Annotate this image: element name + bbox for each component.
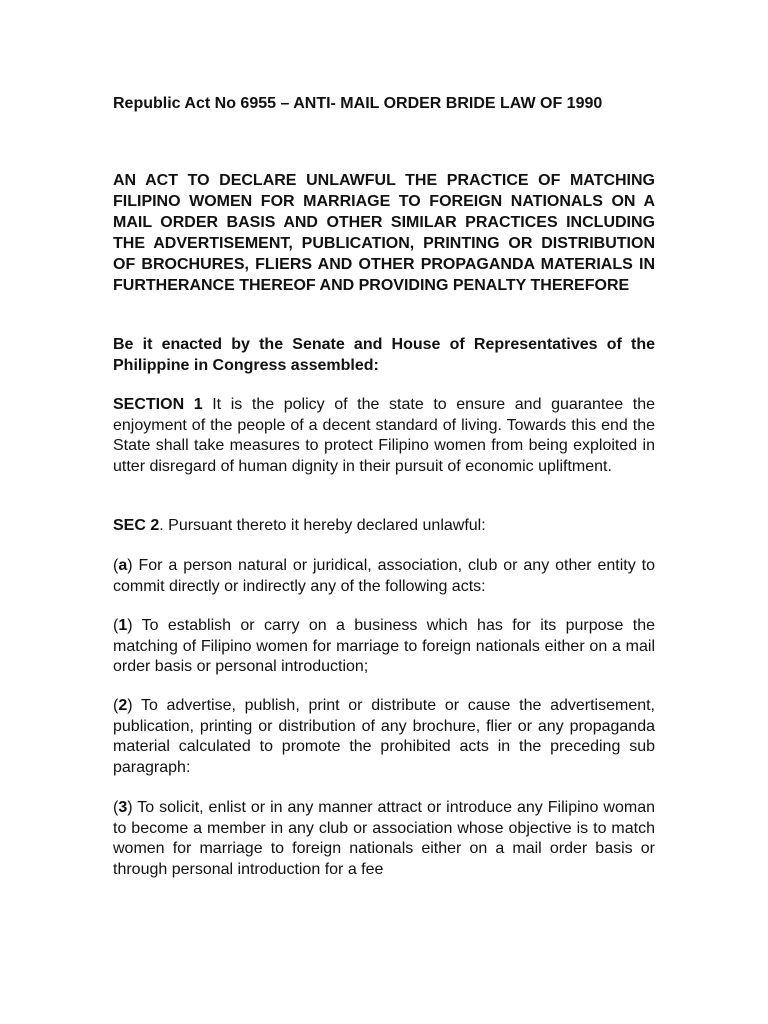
paragraph-1-open-paren: ( — [113, 617, 119, 634]
paragraph-3-text: To solicit, enlist or in any manner attract or introduce any Filipino woman to become a member in any club or association whose objective is to match women for marriage to foreign nationals either on a mail order basis or through personal introduction for a fee — [113, 799, 655, 879]
paragraph-1-text: To establish or carry on a business which has for its purpose the matching of Filipino women for marriage to foreign nationals either on a mail order basis or personal introduction; — [113, 617, 655, 676]
paragraph-a-close-paren: ) — [127, 557, 133, 574]
paragraph-a-label: a — [118, 557, 128, 574]
document-title: Republic Act No 6955 – ANTI- MAIL ORDER BRIDE LAW OF 1990 — [113, 95, 603, 112]
paragraph-a-text: For a person natural or juridical, association, club or any other entity to commit directly or indirectly any of the following acts: — [113, 557, 655, 595]
paragraph-a-open-paren: ( — [113, 557, 119, 574]
paragraph-3 — [113, 798, 655, 881]
paragraph-1 — [113, 616, 655, 678]
section-2-text: . Pursuant thereto it hereby declared unlawful: — [159, 517, 486, 534]
paragraph-3-close-paren: ) — [127, 799, 133, 816]
paragraph-a — [113, 556, 655, 597]
paragraph-3-label: 3 — [118, 799, 128, 816]
paragraph-3-open-paren: ( — [113, 799, 119, 816]
section-1-label: SECTION 1 — [113, 396, 203, 413]
paragraph-2 — [113, 696, 655, 779]
paragraph-1-close-paren: ) — [127, 617, 133, 634]
paragraph-2-label: 2 — [118, 697, 128, 714]
paragraph-2-close-paren: ) — [127, 697, 133, 714]
section-2-paragraph — [113, 516, 655, 537]
paragraph-2-open-paren: ( — [113, 697, 119, 714]
paragraph-2-text: To advertise, publish, print or distribute or cause the advertisement, publication, printing or distribution of any brochure, flier or any propaganda material calculated to promote the prohibited acts in the preceding sub paragraph: — [113, 697, 655, 777]
section-1-paragraph — [113, 395, 655, 478]
section-1-text: It is the policy of the state to ensure and guarantee the enjoyment of the people of a decent standard of living. Towards this end the State shall take measures to protect Filipino women from being exploited in utter disregard of human dignity in their pursuit of economic upliftment. — [113, 396, 655, 476]
paragraph-1-label: 1 — [118, 617, 128, 634]
act-description: AN ACT TO DECLARE UNLAWFUL THE PRACTICE OF MATCHING FILIPINO WOMEN FOR MARRIAGE TO FOREIGN NATIONALS ON A MAIL ORDER BASIS AND OTHER SIMILAR PRACTICES INCLUDING THE ADVERTISEMENT, PUBLICATION, PRINTING OR DISTRIBUTION OF BROCHURES, FLIERS AND OTHER PROPAGANDA MATERIALS IN FURTHERANCE THEREOF AND PROVIDING PENALTY THEREFORE — [113, 172, 655, 294]
section-2-label: SEC 2 — [113, 517, 160, 534]
enacting-clause: Be it enacted by the Senate and House of Representatives of the Philippine in Congress assembled: — [113, 336, 655, 374]
